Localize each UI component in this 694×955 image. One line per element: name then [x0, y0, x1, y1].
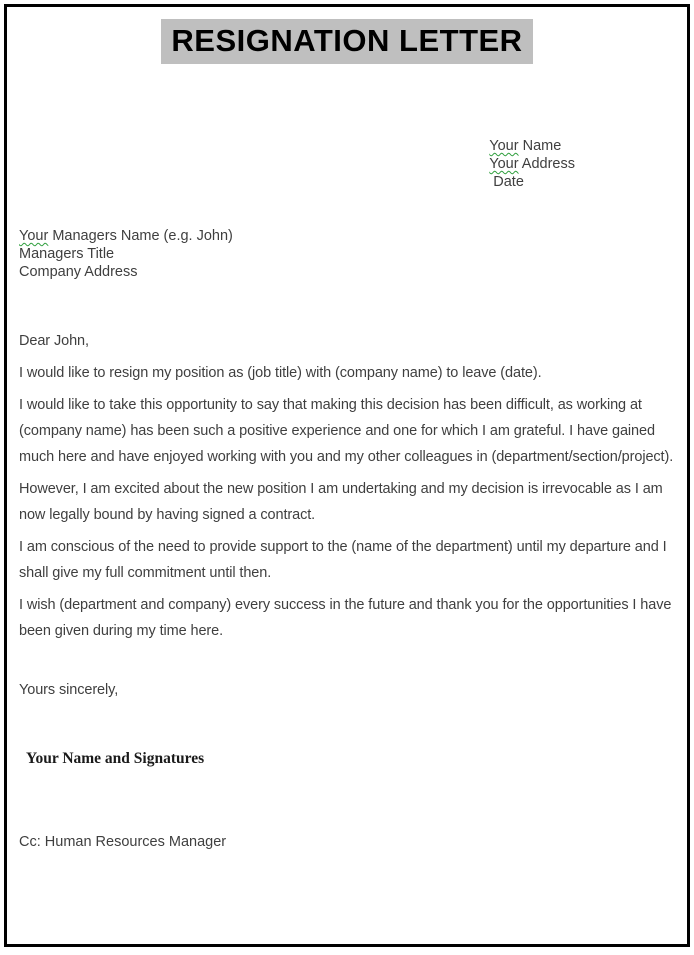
closing: Yours sincerely, [19, 682, 119, 699]
sender-address-line [489, 155, 575, 173]
recipient-block [19, 227, 675, 281]
sender-address-rest: Address [518, 156, 575, 173]
salutation: Dear John, [19, 333, 89, 350]
recipient-name-wavy: Your [19, 228, 49, 245]
sender-address-wavy: Your [489, 156, 519, 173]
sender-date-line: Date [493, 174, 524, 191]
letter-paragraph-4: I am conscious of the need to provide support to the (name of the department) until my departure and I shall give my full commitment until then. [19, 539, 667, 582]
letter-paragraph-5: I wish (department and company) every success in the future and thank you for the opportunities I have been given during my time here. [19, 597, 672, 640]
letter-paragraph-3: However, I am excited about the new position I am undertaking and my decision is irrevocable as I am now legally bound by having signed a contract. [19, 481, 663, 524]
recipient-name-rest: Managers Name (e.g. John) [48, 228, 233, 245]
sender-name-rest: Name [518, 138, 562, 155]
recipient-title-line: Managers Title [19, 246, 115, 263]
sender-block [489, 137, 575, 191]
letter-page [4, 4, 690, 947]
letter-paragraph-1: I would like to resign my position as (job title) with (company name) to leave (date). [19, 365, 542, 382]
page-title: RESIGNATION LETTER [161, 19, 532, 64]
recipient-name-line [19, 227, 675, 245]
sender-name-line [489, 137, 575, 155]
title-section [19, 19, 675, 64]
recipient-company-line: Company Address [19, 264, 138, 281]
cc-line: Cc: Human Resources Manager [19, 834, 227, 851]
sender-name-wavy: Your [489, 138, 519, 155]
signature-line: Your Name and Signatures [26, 750, 205, 768]
letter-paragraph-2: I would like to take this opportunity to say that making this decision has been difficult, as working at (company name) has been such a positive experience and one for which I am grateful. I have gained much here and have enjoyed working with you and my other colleagues in (department/section/project). [19, 397, 674, 466]
